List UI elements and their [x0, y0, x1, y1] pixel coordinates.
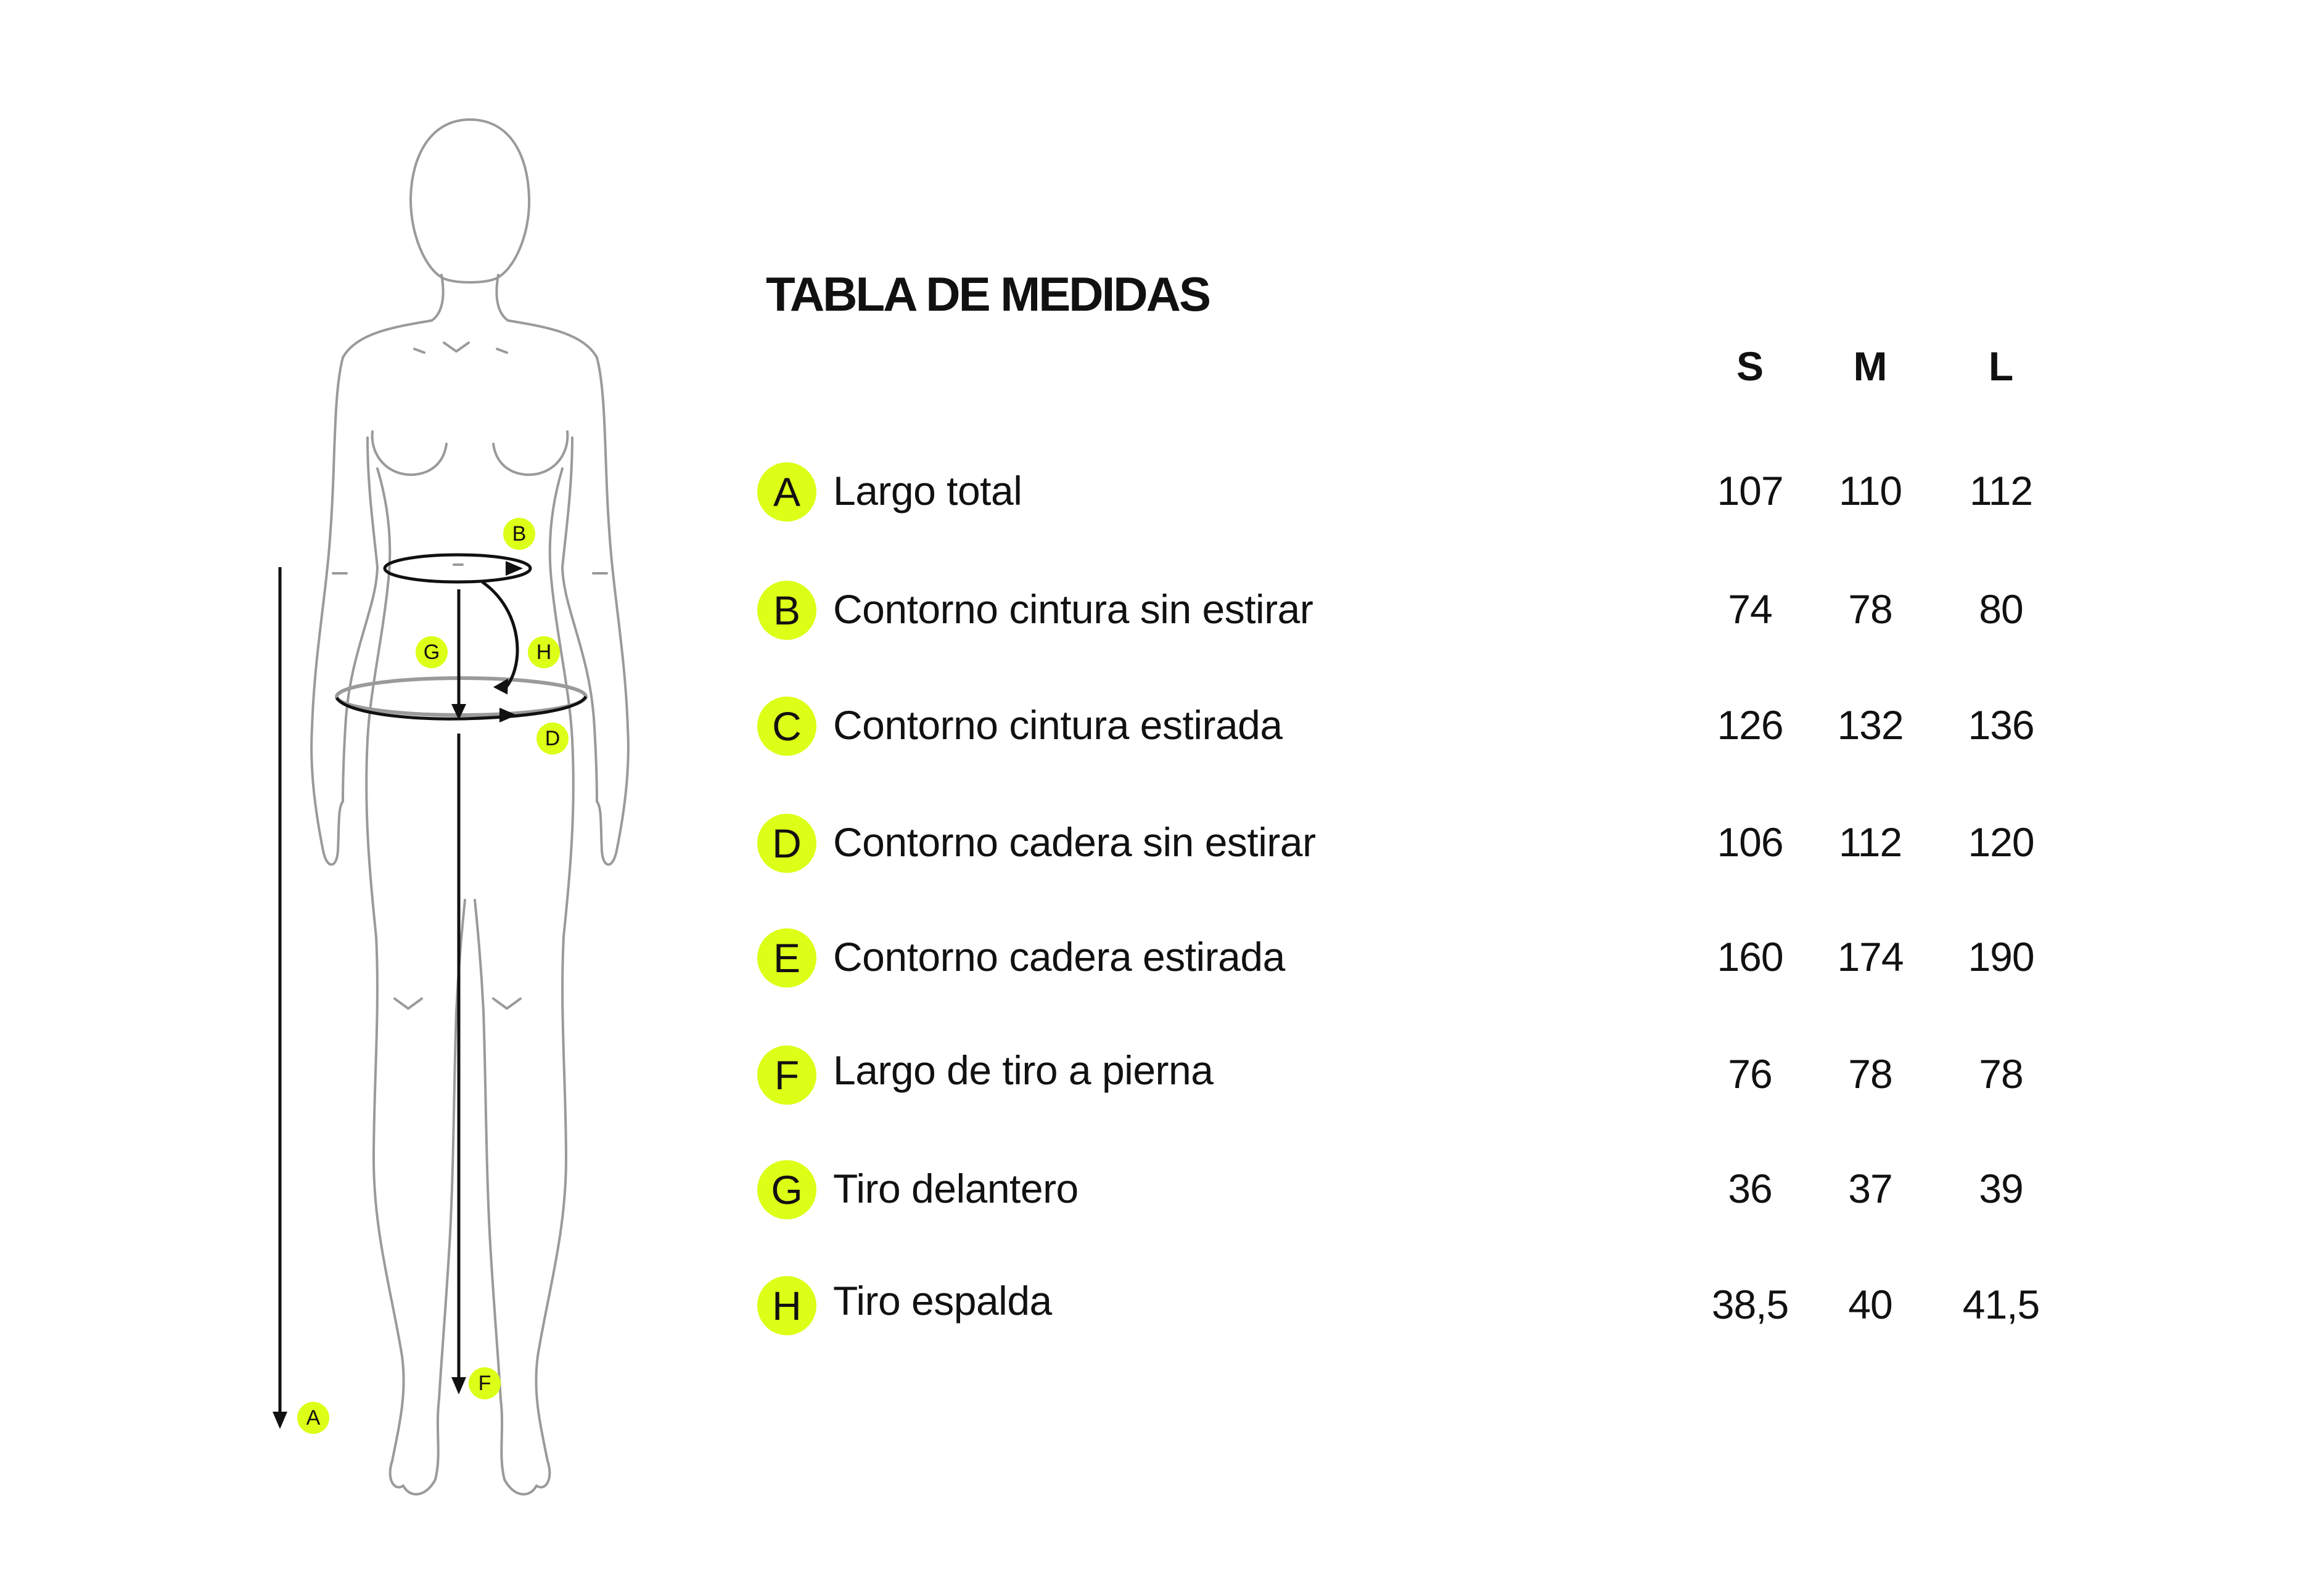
row-letter-badge: E	[757, 928, 816, 988]
value-l: 41,5	[1962, 1282, 2040, 1327]
value-l: 136	[1968, 702, 2034, 748]
value-m: 110	[1838, 468, 1902, 514]
size-header-s: S	[1736, 343, 1764, 389]
measure-b-arrowhead	[506, 561, 523, 576]
table-row	[0, 456, 2305, 530]
value-s: 38,5	[1711, 1282, 1789, 1327]
value-m: 40	[1848, 1282, 1892, 1327]
size-header-m: M	[1853, 343, 1888, 389]
value-s: 76	[1728, 1051, 1772, 1097]
row-letter-badge: F	[757, 1046, 816, 1105]
value-s: 160	[1717, 934, 1783, 980]
row-label: Contorno cadera sin estirar	[833, 819, 1316, 865]
value-m: 112	[1838, 819, 1902, 865]
size-header-l: L	[1988, 343, 2014, 389]
value-m: 78	[1848, 586, 1892, 632]
row-label: Tiro espalda	[833, 1278, 1052, 1324]
value-s: 107	[1717, 468, 1783, 514]
row-letter-badge: D	[757, 814, 816, 873]
row-label: Largo de tiro a pierna	[833, 1047, 1214, 1093]
row-letter-badge: B	[757, 581, 816, 640]
table-row	[0, 690, 2305, 764]
table-row	[0, 1270, 2305, 1344]
value-l: 190	[1968, 934, 2034, 980]
value-m: 37	[1848, 1166, 1892, 1211]
svg-text:B: B	[512, 522, 527, 546]
tag-a	[297, 1402, 329, 1434]
row-letter-badge: A	[757, 462, 816, 522]
tag-f	[469, 1367, 501, 1399]
value-m: 78	[1848, 1051, 1892, 1097]
svg-text:H: H	[536, 640, 552, 664]
page-title: TABLA DE MEDIDAS	[766, 267, 1209, 321]
value-s: 106	[1717, 819, 1783, 865]
value-s: 74	[1728, 586, 1772, 632]
value-s: 36	[1728, 1166, 1772, 1211]
row-label: Contorno cintura sin estirar	[833, 586, 1313, 632]
table-row	[0, 575, 2305, 649]
value-l: 78	[1979, 1051, 2023, 1097]
value-m: 174	[1837, 934, 1904, 980]
value-l: 39	[1979, 1166, 2023, 1211]
svg-text:G: G	[423, 640, 440, 664]
row-label: Contorno cintura estirada	[833, 702, 1283, 748]
svg-text:A: A	[306, 1406, 321, 1430]
table-row	[0, 1039, 2305, 1113]
row-letter-badge: C	[757, 697, 816, 756]
svg-text:D: D	[544, 727, 561, 750]
svg-text:F: F	[478, 1372, 491, 1395]
row-letter-badge: G	[757, 1160, 816, 1219]
row-label: Tiro delantero	[833, 1166, 1079, 1211]
value-m: 132	[1837, 702, 1904, 748]
value-s: 126	[1717, 702, 1783, 748]
table-row	[0, 808, 2305, 882]
measure-a-arrowhead	[273, 1412, 287, 1429]
table-row	[0, 922, 2305, 996]
row-letter-badge: H	[757, 1276, 816, 1335]
measure-f-arrowhead	[451, 1377, 466, 1394]
value-l: 80	[1979, 586, 2023, 632]
value-l: 120	[1968, 819, 2034, 865]
table-row	[0, 1154, 2305, 1228]
row-label: Largo total	[833, 468, 1022, 514]
row-label: Contorno cadera estirada	[833, 934, 1285, 980]
value-l: 112	[1969, 468, 2033, 514]
